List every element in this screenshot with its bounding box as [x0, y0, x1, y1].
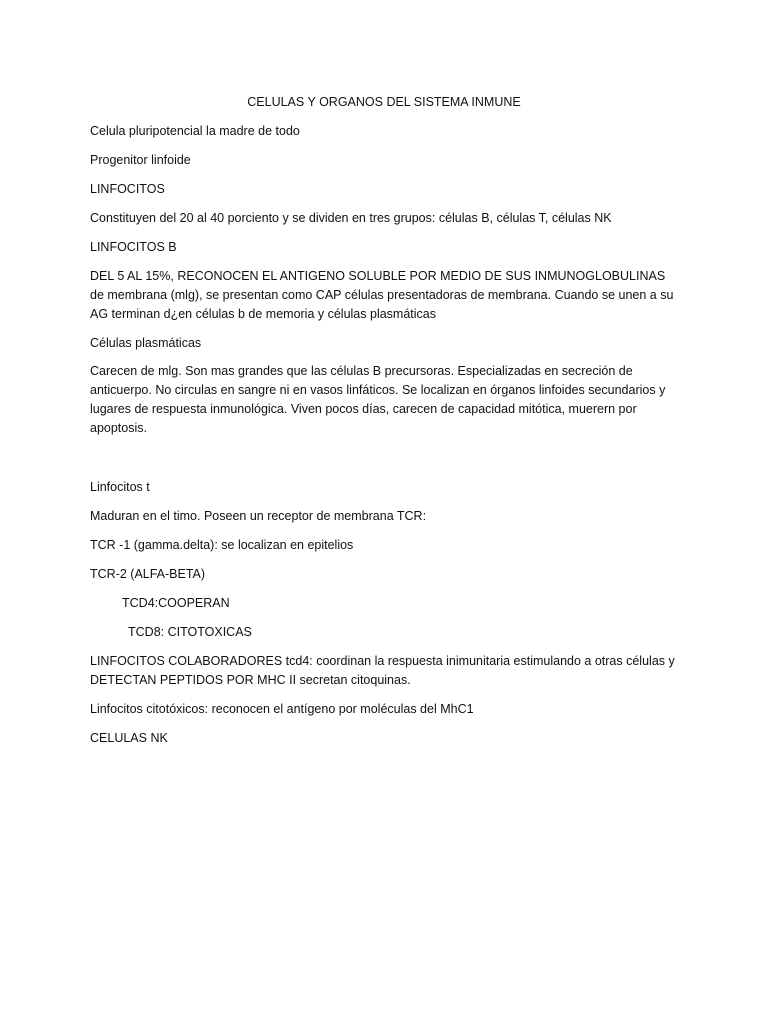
paragraph: DEL 5 AL 15%, RECONOCEN EL ANTIGENO SOLUBLE POR MEDIO DE SUS INMUNOGLOBULINAS de membrana (mlg), se presentan como CAP células presentadoras de membrana. Cuando se unen a su AG terminan d¿en células b de memoria y células plasmáticas	[90, 269, 674, 321]
section-heading: LINFOCITOS	[90, 182, 165, 196]
section-heading: Linfocitos t	[90, 480, 150, 494]
paragraph: Progenitor linfoide	[90, 153, 191, 167]
paragraph: Constituyen del 20 al 40 porciento y se dividen en tres grupos: células B, células T, células NK	[90, 211, 612, 225]
paragraph: Carecen de mlg. Son mas grandes que las células B precursoras. Especializadas en secreción de anticuerpo. No circulas en sangre ni en vasos linfáticos. Se localizan en órganos linfoides secundarios y lugares de respuesta inmunológica. Viven pocos días, carecen de capacidad mitótica, muerern por apoptosis.	[90, 364, 666, 435]
indented-item: TCD8: CITOTOXICAS	[128, 625, 252, 639]
paragraph: Linfocitos citotóxicos: reconocen el antígeno por moléculas del MhC1	[90, 702, 474, 716]
paragraph: Celula pluripotencial la madre de todo	[90, 124, 300, 138]
section-heading: LINFOCITOS B	[90, 240, 177, 254]
paragraph: LINFOCITOS COLABORADORES tcd4: coordinan la respuesta inimunitaria estimulando a otras células y DETECTAN PEPTIDOS POR MHC II secretan citoquinas.	[90, 654, 675, 687]
paragraph: TCR -1 (gamma.delta): se localizan en epitelios	[90, 538, 354, 552]
paragraph: TCR-2 (ALFA-BETA)	[90, 567, 206, 581]
paragraph: Maduran en el timo. Poseen un receptor de membrana TCR:	[90, 509, 427, 523]
document-title: CELULAS Y ORGANOS DEL SISTEMA INMUNE	[247, 95, 521, 109]
section-heading: CELULAS NK	[90, 731, 168, 745]
section-heading: Células plasmáticas	[90, 336, 202, 350]
indented-item: TCD4:COOPERAN	[122, 596, 230, 610]
